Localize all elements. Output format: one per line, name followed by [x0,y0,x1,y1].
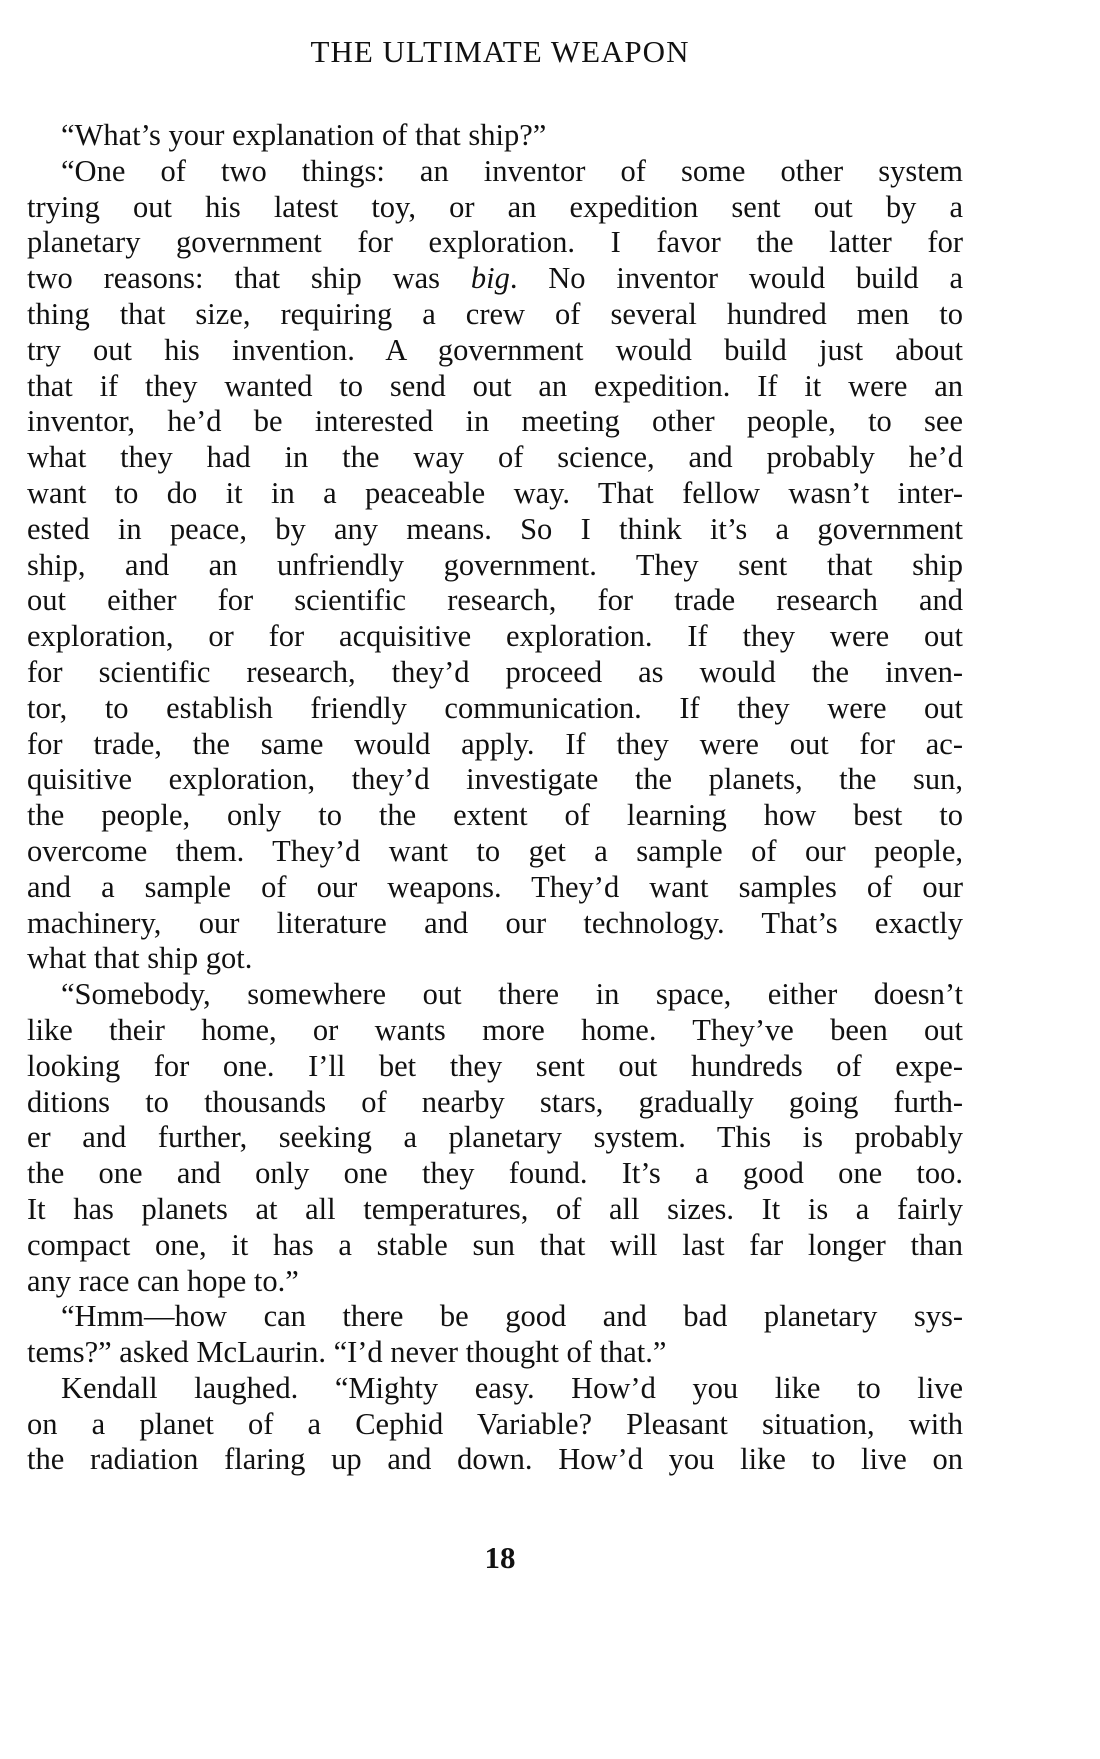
text-line: er and further, seeking a planetary system. This is probably [27,1120,963,1155]
text-line: any race can hope to.” [27,1263,299,1298]
text-line: “Hmm—how can there be good and bad planetary sys- [61,1299,963,1334]
text-line: machinery, our literature and our technology. That’s exactly [27,905,963,940]
text-line: exploration, or for acquisitive exploration. If they were out [27,619,963,654]
text-line: ship, and an unfriendly government. They sent that ship [27,547,963,582]
italic-word: big [470,261,510,296]
text-segment: two reasons: that ship was [27,261,471,296]
running-title: THE ULTIMATE WEAPON [310,34,690,69]
text-line: compact one, it has a stable sun that will last far longer than [27,1227,963,1262]
text-line: ested in peace, by any means. So I think it’s a government [27,511,963,546]
text-line: trying out his latest toy, or an expedition sent out by a [27,189,963,224]
text-line: “Somebody, somewhere out there in space, either doesn’t [61,977,963,1012]
text-line [27,261,963,297]
page-number: 18 [484,1540,516,1575]
text-line: want to do it in a peaceable way. That fellow wasn’t inter- [27,475,963,510]
text-line: out either for scientific research, for trade research and [27,583,963,618]
text-line: planetary government for exploration. I favor the latter for [27,225,963,260]
text-line: inventor, he’d be interested in meeting other people, to see [27,404,963,439]
text-line: that if they wanted to send out an expedition. If it were an [27,368,963,403]
text-line: thing that size, requiring a crew of several hundred men to [27,296,963,331]
text-line: the one and only one they found. It’s a good one too. [27,1156,963,1191]
text-line: tems?” asked McLaurin. “I’d never thought of that.” [27,1335,667,1370]
text-line: ditions to thousands of nearby stars, gradually going furth- [27,1084,963,1119]
text-segment: . No inventor would build a [509,261,963,296]
text-line: what they had in the way of science, and probably he’d [27,440,963,475]
text-line: for scientific research, they’d proceed as would the inven- [27,654,963,689]
text-line: tor, to establish friendly communication. If they were out [27,690,963,725]
text-line: try out his invention. A government would build just about [27,332,963,367]
text-line: “What’s your explanation of that ship?” [61,118,547,152]
text-line: like their home, or wants more home. They’ve been out [27,1012,963,1047]
text-line: It has planets at all temperatures, of all sizes. It is a fairly [27,1191,963,1226]
text-line: for trade, the same would apply. If they were out for ac- [27,726,963,761]
body-text [27,118,963,1478]
text-line: the people, only to the extent of learning how best to [27,798,963,833]
text-line: the radiation flaring up and down. How’d you like to live on [27,1442,963,1477]
text-line: on a planet of a Cephid Variable? Pleasant situation, with [27,1406,963,1441]
text-line: quisitive exploration, they’d investigate the planets, the sun, [27,762,963,797]
text-line: what that ship got. [27,941,253,976]
text-line: “One of two things: an inventor of some other system [61,153,963,188]
text-line: Kendall laughed. “Mighty easy. How’d you like to live [61,1370,963,1405]
text-line: and a sample of our weapons. They’d want samples of our [27,869,963,904]
text-line: overcome them. They’d want to get a sample of our people, [27,833,963,868]
text-line: looking for one. I’ll bet they sent out hundreds of expe- [27,1048,963,1083]
